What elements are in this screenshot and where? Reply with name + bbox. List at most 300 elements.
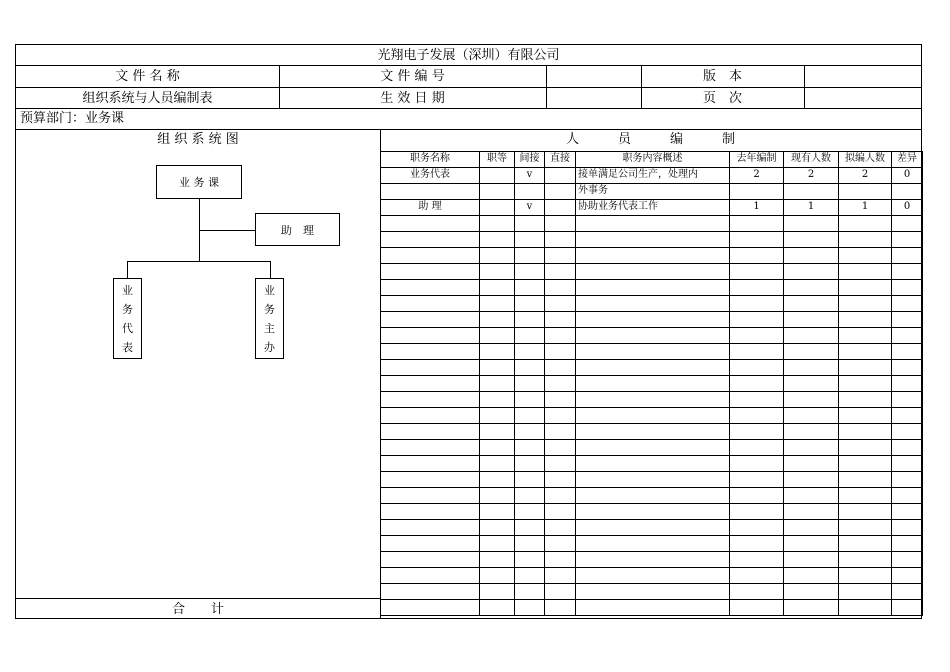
table-cell: v	[515, 200, 545, 216]
table-cell: 1	[730, 200, 784, 216]
org-chart-title: 组 织 系 统 图	[157, 132, 239, 147]
column-header: 间接	[515, 152, 545, 168]
table-cell	[839, 184, 892, 200]
table-cell	[784, 360, 839, 376]
table-cell	[515, 456, 545, 472]
table-cell	[576, 264, 730, 280]
table-cell	[576, 600, 730, 616]
table-cell	[839, 216, 892, 232]
table-cell	[730, 184, 784, 200]
table-cell	[784, 456, 839, 472]
table-cell	[515, 536, 545, 552]
table-cell	[545, 536, 576, 552]
table-cell	[576, 408, 730, 424]
sales-officer-char: 务	[264, 302, 275, 316]
table-cell	[730, 472, 784, 488]
table-cell	[576, 232, 730, 248]
column-header: 直接	[545, 152, 576, 168]
table-cell	[839, 552, 892, 568]
table-cell	[576, 568, 730, 584]
sales-officer-char: 办	[264, 340, 275, 354]
table-cell	[545, 408, 576, 424]
sales-rep-char: 表	[122, 340, 133, 354]
table-cell	[784, 568, 839, 584]
table-cell	[515, 552, 545, 568]
table-cell	[545, 296, 576, 312]
table-row	[381, 216, 923, 232]
table-row	[381, 232, 923, 248]
table-row	[381, 264, 923, 280]
table-cell	[576, 296, 730, 312]
table-cell	[545, 504, 576, 520]
table-cell	[545, 472, 576, 488]
table-cell	[839, 376, 892, 392]
table-cell	[381, 552, 480, 568]
table-cell	[892, 568, 923, 584]
table-cell	[480, 392, 515, 408]
table-cell	[545, 280, 576, 296]
table-cell	[545, 376, 576, 392]
table-row	[381, 552, 923, 568]
table-cell	[784, 376, 839, 392]
table-cell	[839, 232, 892, 248]
table-cell	[381, 424, 480, 440]
table-cell	[892, 264, 923, 280]
table-cell	[892, 184, 923, 200]
table-cell	[515, 264, 545, 280]
table-cell	[515, 376, 545, 392]
table-cell	[545, 440, 576, 456]
table-cell	[784, 248, 839, 264]
table-cell	[381, 504, 480, 520]
table-cell	[515, 296, 545, 312]
table-cell	[576, 344, 730, 360]
column-header: 现有人数	[784, 152, 839, 168]
table-cell: 1	[784, 200, 839, 216]
table-cell	[480, 488, 515, 504]
table-cell	[576, 424, 730, 440]
table-cell	[480, 584, 515, 600]
total-label: 合 计	[171, 602, 224, 617]
table-cell	[784, 264, 839, 280]
table-row	[381, 424, 923, 440]
table-cell	[480, 520, 515, 536]
table-cell	[892, 472, 923, 488]
table-cell	[784, 584, 839, 600]
table-cell	[381, 232, 480, 248]
table-cell	[784, 600, 839, 616]
table-cell	[730, 264, 784, 280]
table-cell	[892, 504, 923, 520]
table-cell	[784, 232, 839, 248]
column-header: 职务内容概述	[576, 152, 730, 168]
table-cell: 0	[892, 168, 923, 184]
table-cell	[892, 296, 923, 312]
table-row	[381, 200, 923, 216]
table-cell	[839, 264, 892, 280]
table-cell	[515, 280, 545, 296]
table-cell	[576, 456, 730, 472]
table-row	[381, 248, 923, 264]
table-cell	[839, 456, 892, 472]
version-label: 版 本	[702, 69, 742, 84]
table-cell	[839, 344, 892, 360]
table-cell	[576, 552, 730, 568]
table-row	[381, 520, 923, 536]
table-row	[381, 328, 923, 344]
table-cell	[381, 296, 480, 312]
sales-officer-char: 主	[264, 321, 275, 335]
table-cell	[576, 488, 730, 504]
table-cell	[480, 184, 515, 200]
table-cell	[480, 504, 515, 520]
table-cell	[892, 344, 923, 360]
table-cell	[515, 216, 545, 232]
table-cell: 1	[839, 200, 892, 216]
table-cell	[480, 264, 515, 280]
table-cell	[381, 440, 480, 456]
table-cell	[576, 504, 730, 520]
table-cell	[515, 504, 545, 520]
table-cell: 接单满足公司生产，处理内	[576, 168, 730, 184]
table-row	[381, 360, 923, 376]
table-cell	[892, 488, 923, 504]
table-cell	[381, 312, 480, 328]
table-cell	[839, 584, 892, 600]
table-cell	[839, 504, 892, 520]
staffing-title: 人 员 编 制	[565, 132, 735, 147]
table-cell	[480, 360, 515, 376]
table-cell	[381, 488, 480, 504]
page-label: 页 次	[702, 91, 742, 106]
table-cell	[576, 440, 730, 456]
table-cell	[515, 360, 545, 376]
table-cell	[480, 312, 515, 328]
sales-rep-char: 代	[122, 321, 133, 335]
table-cell	[545, 568, 576, 584]
table-cell	[839, 600, 892, 616]
table-cell	[839, 248, 892, 264]
table-cell	[515, 408, 545, 424]
table-cell	[784, 536, 839, 552]
table-cell	[784, 488, 839, 504]
table-cell	[730, 248, 784, 264]
table-cell	[730, 392, 784, 408]
column-header: 差异	[892, 152, 923, 168]
table-cell	[730, 216, 784, 232]
table-cell: 协助业务代表工作	[576, 200, 730, 216]
table-cell	[892, 600, 923, 616]
table-cell	[515, 184, 545, 200]
table-cell	[784, 408, 839, 424]
table-cell	[515, 472, 545, 488]
table-cell	[730, 488, 784, 504]
org-box-assistant-label: 助 理	[281, 223, 314, 237]
table-cell	[381, 584, 480, 600]
table-cell	[730, 600, 784, 616]
table-cell	[839, 520, 892, 536]
table-cell	[576, 584, 730, 600]
table-cell	[892, 584, 923, 600]
table-row	[381, 488, 923, 504]
table-cell	[892, 456, 923, 472]
table-row	[381, 280, 923, 296]
table-cell	[515, 328, 545, 344]
table-cell	[730, 360, 784, 376]
table-cell	[381, 520, 480, 536]
table-cell	[730, 536, 784, 552]
table-cell	[515, 568, 545, 584]
table-cell	[892, 360, 923, 376]
table-row	[381, 392, 923, 408]
table-cell	[381, 472, 480, 488]
org-box-department-label: 业 务 课	[179, 176, 219, 189]
table-cell: 2	[839, 168, 892, 184]
table-cell	[892, 408, 923, 424]
table-cell	[515, 248, 545, 264]
table-row	[381, 376, 923, 392]
table-cell	[839, 568, 892, 584]
table-cell	[381, 344, 480, 360]
table-cell	[784, 184, 839, 200]
table-cell	[515, 520, 545, 536]
table-cell	[892, 376, 923, 392]
table-cell	[480, 280, 515, 296]
table-row	[381, 600, 923, 616]
table-cell	[480, 600, 515, 616]
table-cell	[480, 536, 515, 552]
table-row	[381, 296, 923, 312]
table-cell	[576, 536, 730, 552]
table-cell	[381, 216, 480, 232]
column-header: 职等	[480, 152, 515, 168]
table-cell	[730, 376, 784, 392]
table-cell	[730, 504, 784, 520]
table-cell	[545, 424, 576, 440]
table-cell	[480, 248, 515, 264]
effective-date-label: 生 效 日 期	[380, 91, 445, 106]
table-cell	[839, 312, 892, 328]
table-row	[381, 584, 923, 600]
table-cell	[545, 168, 576, 184]
org-box-assistant	[255, 213, 340, 246]
staffing-form	[15, 44, 922, 619]
table-cell	[381, 360, 480, 376]
table-cell	[480, 472, 515, 488]
table-cell	[839, 408, 892, 424]
table-cell	[730, 312, 784, 328]
table-row	[381, 440, 923, 456]
sales-rep-char: 务	[122, 302, 133, 316]
table-cell	[545, 456, 576, 472]
table-cell	[892, 216, 923, 232]
table-cell	[545, 552, 576, 568]
table-cell	[892, 312, 923, 328]
table-cell	[839, 536, 892, 552]
table-cell	[545, 392, 576, 408]
table-cell	[730, 520, 784, 536]
table-cell	[576, 392, 730, 408]
table-cell	[784, 424, 839, 440]
table-cell	[545, 216, 576, 232]
table-cell	[480, 440, 515, 456]
table-cell	[545, 232, 576, 248]
table-cell	[545, 600, 576, 616]
table-cell	[892, 536, 923, 552]
org-box-sales-officer	[255, 278, 284, 359]
file-no-label: 文 件 编 号	[380, 69, 445, 84]
table-cell	[892, 440, 923, 456]
table-cell	[576, 280, 730, 296]
table-cell	[784, 344, 839, 360]
table-cell	[381, 536, 480, 552]
table-cell	[480, 424, 515, 440]
table-cell	[892, 392, 923, 408]
table-cell	[515, 232, 545, 248]
table-cell	[784, 328, 839, 344]
table-cell	[784, 312, 839, 328]
table-cell	[545, 264, 576, 280]
table-cell: 外事务	[576, 184, 730, 200]
table-cell	[545, 312, 576, 328]
table-cell	[480, 216, 515, 232]
table-cell	[839, 488, 892, 504]
table-cell	[381, 392, 480, 408]
table-cell	[839, 392, 892, 408]
table-cell	[784, 296, 839, 312]
table-cell	[892, 280, 923, 296]
table-cell	[545, 328, 576, 344]
table-cell	[839, 360, 892, 376]
table-cell	[839, 472, 892, 488]
table-cell	[576, 312, 730, 328]
file-name-value: 组织系统与人员编制表	[82, 91, 213, 106]
table-cell	[892, 552, 923, 568]
table-cell	[381, 280, 480, 296]
table-cell	[730, 232, 784, 248]
table-cell	[784, 520, 839, 536]
table-row	[381, 536, 923, 552]
table-cell	[515, 312, 545, 328]
org-box-department	[156, 165, 242, 199]
table-cell: 助 理	[381, 200, 480, 216]
table-cell	[545, 488, 576, 504]
table-cell	[892, 232, 923, 248]
sales-officer-char: 业	[264, 283, 275, 297]
table-cell	[545, 584, 576, 600]
table-cell	[480, 168, 515, 184]
column-header: 去年编制	[730, 152, 784, 168]
table-cell	[730, 344, 784, 360]
table-cell	[381, 376, 480, 392]
org-box-sales-rep	[113, 278, 142, 359]
table-cell	[730, 440, 784, 456]
table-cell	[892, 520, 923, 536]
table-cell	[892, 248, 923, 264]
column-header: 拟编人数	[839, 152, 892, 168]
table-cell	[381, 184, 480, 200]
table-cell	[730, 296, 784, 312]
table-cell	[576, 360, 730, 376]
table-cell	[545, 360, 576, 376]
table-cell: 2	[784, 168, 839, 184]
table-cell	[381, 456, 480, 472]
table-cell	[515, 488, 545, 504]
table-cell	[730, 456, 784, 472]
table-header-row	[381, 152, 923, 168]
staffing-table	[380, 151, 923, 616]
table-cell	[381, 264, 480, 280]
table-cell	[784, 216, 839, 232]
table-cell: 0	[892, 200, 923, 216]
table-cell	[381, 408, 480, 424]
table-cell	[730, 552, 784, 568]
table-row	[381, 472, 923, 488]
table-cell	[576, 216, 730, 232]
table-cell	[480, 408, 515, 424]
table-cell	[576, 472, 730, 488]
table-cell	[784, 280, 839, 296]
table-cell: 业务代表	[381, 168, 480, 184]
table-cell	[576, 376, 730, 392]
table-row	[381, 504, 923, 520]
table-row	[381, 312, 923, 328]
table-cell	[839, 280, 892, 296]
department-label: 预算部门：业务课	[20, 111, 125, 126]
table-cell	[515, 440, 545, 456]
table-cell	[381, 600, 480, 616]
table-cell	[784, 392, 839, 408]
table-cell	[730, 328, 784, 344]
table-cell	[480, 552, 515, 568]
table-cell: 2	[730, 168, 784, 184]
table-cell	[381, 248, 480, 264]
table-cell	[545, 520, 576, 536]
table-cell	[892, 424, 923, 440]
table-cell	[545, 248, 576, 264]
table-cell	[381, 328, 480, 344]
table-cell	[730, 280, 784, 296]
table-row	[381, 456, 923, 472]
sales-rep-char: 业	[122, 283, 133, 297]
file-name-label: 文 件 名 称	[115, 69, 180, 84]
table-cell	[576, 520, 730, 536]
table-cell	[480, 376, 515, 392]
table-cell	[480, 328, 515, 344]
table-cell	[839, 296, 892, 312]
table-row	[381, 408, 923, 424]
table-cell: v	[515, 168, 545, 184]
table-cell	[730, 568, 784, 584]
table-row	[381, 344, 923, 360]
table-cell	[480, 296, 515, 312]
table-cell	[480, 568, 515, 584]
table-cell	[515, 424, 545, 440]
table-cell	[730, 424, 784, 440]
table-row	[381, 568, 923, 584]
table-cell	[545, 344, 576, 360]
table-cell	[730, 408, 784, 424]
table-cell	[892, 328, 923, 344]
table-cell	[784, 504, 839, 520]
table-cell	[545, 184, 576, 200]
table-row	[381, 184, 923, 200]
table-cell	[784, 472, 839, 488]
table-cell	[576, 328, 730, 344]
table-cell	[480, 232, 515, 248]
table-cell	[515, 584, 545, 600]
table-cell	[480, 456, 515, 472]
